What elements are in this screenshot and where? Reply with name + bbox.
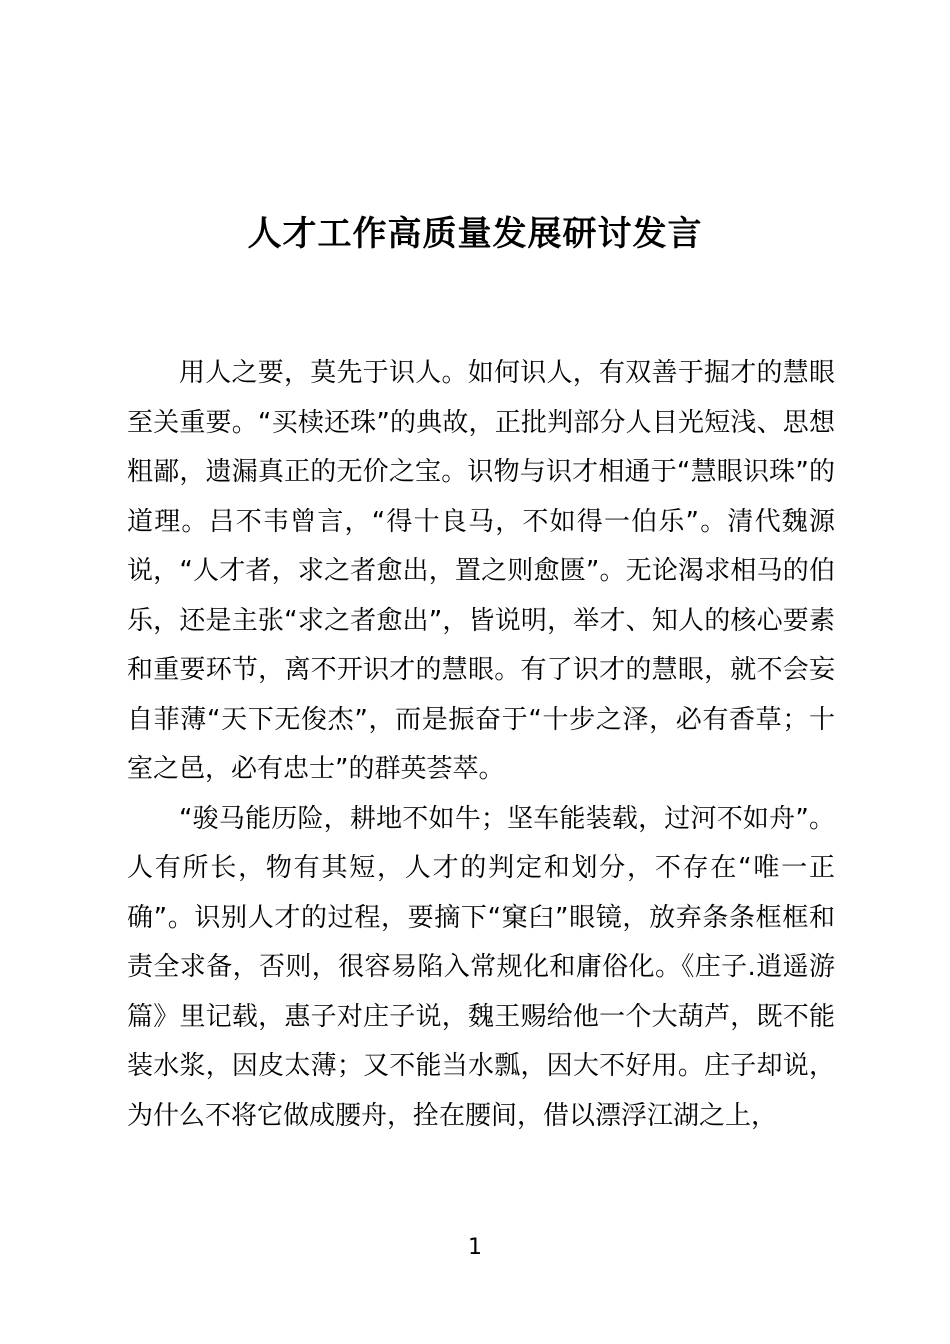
page-number: 1 — [468, 1235, 482, 1260]
document-title: 人才工作高质量发展研讨发言 — [247, 214, 703, 254]
paragraph-2: “骏马能历险，耕地不如牛；坚车能装载，过河不如舟”。人有所长，物有其短，人才的判定和划分，不存在“唯一正确”。识别人才的过程，要摘下“窠臼”眼镜，放弃条条框框和责全求备，否则，很容易陷入常规化和庸俗化。《庄子.逍遥游篇》里记载，惠子对庄子说，魏王赐给他一个大葫芦，既不能装水浆，因皮太薄；又不能当水瓢，因大不好用。庄子却说，为什么不将它做成腰舟，拴在腰间，借以漂浮江湖之上， — [127, 803, 835, 1131]
document-body — [127, 349, 835, 1141]
paragraph-1: 用人之要，莫先于识人。如何识人，有双善于掘才的慧眼至关重要。“买椟还珠”的典故，正批判部分人目光短浅、思想粗鄙，遗漏真正的无价之宝。识物与识才相通于“慧眼识珠”的道理。吕不韦曾言，“得十良马，不如得一伯乐”。清代魏源说，“人才者，求之者愈出，置之则愈匮”。无论渴求相马的伯乐，还是主张“求之者愈出”，皆说明，举才、知人的核心要素和重要环节，离不开识才的慧眼。有了识才的慧眼，就不会妄自菲薄“天下无俊杰”，而是振奋于“十步之泽，必有香草；十室之邑，必有忠士”的群英荟萃。 — [127, 358, 835, 784]
